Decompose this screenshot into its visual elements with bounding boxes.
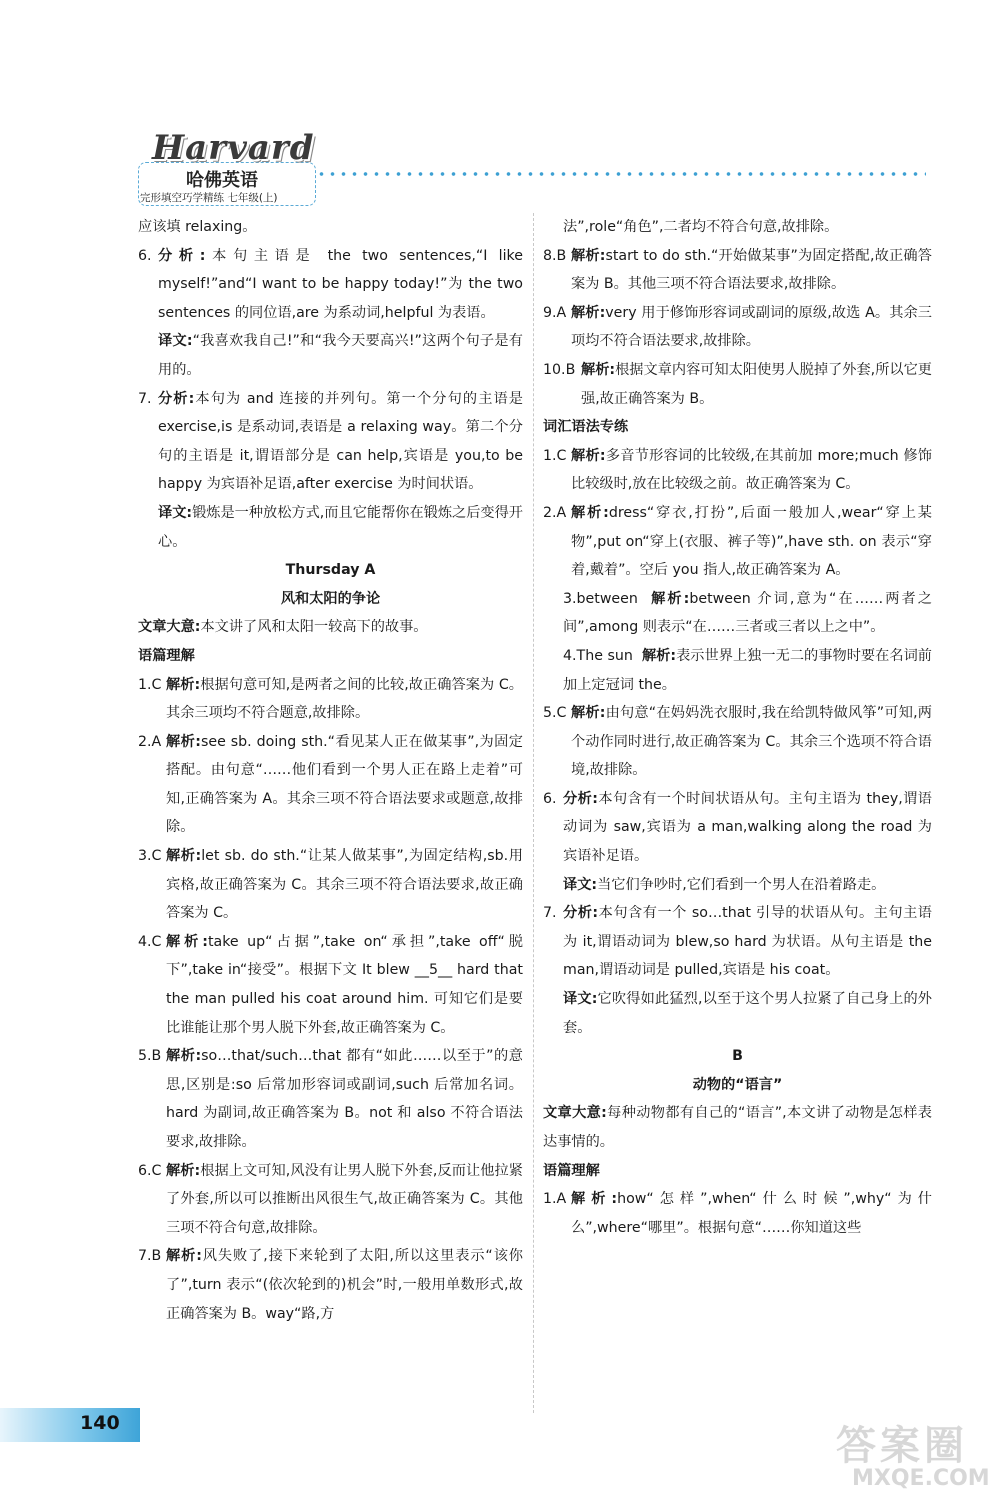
- explanation-text: how“怎样”,when“什么时候”,why“为什么”,where“哪里”。根据句意“……你知道这些: [571, 1191, 932, 1236]
- answer-key: 2.A: [138, 733, 162, 750]
- answer-item: [543, 585, 932, 642]
- left-column: [138, 213, 523, 1328]
- answer-item: [543, 442, 932, 499]
- explanation-text: 根据文章内容可知太阳使男人脱掉了外套,所以它更强,故正确答案为 B。: [581, 361, 932, 407]
- answer-item: [543, 1185, 932, 1242]
- answer-key: 6.C: [138, 1162, 162, 1179]
- answer-item: [543, 699, 932, 785]
- book-subtitle: 完形填空巧学精练 七年级(上): [140, 192, 278, 204]
- translation-label: 译文:: [158, 333, 193, 350]
- answer-key: 10.B: [543, 361, 576, 378]
- text-line: 应该填 relaxing。: [138, 219, 257, 235]
- analysis-label: 分析:: [563, 905, 599, 922]
- analysis-item-7: [138, 385, 523, 557]
- answer-item: [543, 642, 932, 699]
- page-number: 140: [80, 1412, 120, 1434]
- answer-item: [543, 299, 932, 356]
- explanation-label: 解析:: [571, 447, 606, 464]
- explanation-label: 解析:: [166, 848, 202, 865]
- analysis-text: 本句含有一个 so…that 引导的状语从句。主句主语为 it,谓语动词为 blew,so hard 为状语。从句主语是 the man,谓语动词是 pulled,宾语是 his coat。: [563, 905, 932, 979]
- explanation-text: start to do sth.“开始做某事”为固定搭配,故正确答案为 B。其他三项不符合语法要求,故排除。: [571, 247, 932, 293]
- translation-text: 它吹得如此猛烈,以至于这个男人拉紧了自己身上的外套。: [563, 991, 932, 1036]
- explanation-label: 解析:: [581, 361, 616, 378]
- explanation-label: 解析:: [166, 933, 208, 950]
- item-number: 6.: [543, 790, 557, 807]
- subsection-heading: 语篇理解: [138, 647, 195, 664]
- explanation-label: 解析:: [571, 1191, 618, 1208]
- text-line: 法”,role“角色”,二者均不符合句意,故排除。: [563, 219, 839, 235]
- answer-item: [138, 1157, 523, 1243]
- gist-label: 文章大意:: [138, 619, 201, 636]
- gist-label: 文章大意:: [543, 1105, 607, 1122]
- answer-key: 5.B: [138, 1048, 162, 1065]
- gist-text: 每种动物都有自己的“语言”,本文讲了动物是怎样表达事情的。: [543, 1105, 932, 1150]
- subsection-heading: 词汇语法专练: [543, 419, 629, 436]
- translation-label: 译文:: [563, 991, 598, 1008]
- answer-key: 8.B: [543, 247, 567, 264]
- story-title: 动物的“语言”: [692, 1076, 783, 1093]
- explanation-text: 表示世界上独一无二的事物时要在名词前加上定冠词 the。: [563, 647, 932, 693]
- brand-logo-chinese: 哈佛英语: [186, 170, 258, 191]
- translation-label: 译文:: [158, 504, 193, 521]
- answer-key: 1.A: [543, 1191, 567, 1208]
- column-divider: [533, 213, 534, 1413]
- section-title: B: [732, 1048, 743, 1065]
- answer-key: 1.C: [543, 447, 567, 464]
- answer-key: 7.B: [138, 1248, 162, 1265]
- watermark-logo: 答案圈: [836, 1423, 968, 1469]
- explanation-text: between 介词,意为“在……两者之间”,among 则表示“在……三者或三者以上之中”。: [563, 590, 932, 636]
- brand-logo-english: Harvard: [152, 128, 315, 168]
- explanation-text: 根据上文可知,风没有让男人脱下外套,反而让他拉紧了外套,所以可以推断出风很生气,故正确答案为 C。其他三项不符合句意,故排除。: [166, 1162, 523, 1236]
- explanation-text: 多音节形容词的比较级,在其前加 more;much 修饰比较级时,放在比较级之前。故正确答案为 C。: [571, 447, 932, 493]
- analysis-label: 分析:: [158, 247, 206, 264]
- explanation-label: 解析:: [571, 304, 606, 321]
- explanation-text: so…that/such…that 都有“如此……以至于”的意思,区别是:so 后常加形容词或副词,such 后常加名词。hard 为副词,故正确答案为 B。not 和 also 不符合语法要求,故排除。: [166, 1048, 523, 1150]
- item-number: 7.: [138, 390, 152, 407]
- section-title: Thursday A: [285, 562, 376, 579]
- explanation-label: 解析:: [651, 590, 690, 607]
- gist-text: 本文讲了风和太阳一较高下的故事。: [200, 619, 428, 636]
- answer-item: [543, 499, 932, 585]
- explanation-label: 解析:: [641, 647, 677, 664]
- analysis-item-6: [138, 242, 523, 385]
- explanation-label: 解析:: [571, 504, 609, 521]
- answer-item: [138, 728, 523, 842]
- translation-text: “我喜欢我自己!”和“我今天要高兴!”这两个句子是有用的。: [158, 333, 523, 378]
- answer-item: [138, 928, 523, 1042]
- explanation-label: 解析:: [166, 1248, 202, 1265]
- item-number: 7.: [543, 905, 557, 922]
- explanation-text: very 用于修饰形容词或副词的原级,故选 A。其余三项均不符合语法要求,故排除。: [571, 304, 932, 350]
- answer-key: 3.C: [138, 848, 162, 865]
- explanation-text: see sb. doing sth.“看见某人正在做某事”,为固定搭配。由句意“……他们看到一个男人正在路上走着”可知,正确答案为 A。其余三项不符合语法要求或题意,故排除。: [166, 733, 523, 836]
- answer-item: [138, 1042, 523, 1156]
- answer-key: 4.C: [138, 933, 162, 950]
- explanation-label: 解析:: [166, 1162, 201, 1179]
- analysis-text: 本句主语是 the two sentences,“I like myself!”and“I want to be happy today!”为 the two sentences 的同位语,are 为系动词,helpful 为表语。: [158, 247, 523, 321]
- right-column: [543, 213, 932, 1242]
- explanation-label: 解析:: [571, 247, 606, 264]
- answer-key: 2.A: [543, 504, 567, 521]
- translation-text: 当它们争吵时,它们看到一个男人在沿着路走。: [597, 876, 886, 893]
- explanation-text: let sb. do sth.“让某人做某事”,为固定结构,sb.用宾格,故正确答案为 C。其余三项不符合语法要求,故正确答案为 C。: [166, 848, 523, 922]
- answer-item: [543, 356, 932, 413]
- explanation-label: 解析:: [166, 1048, 202, 1065]
- subsection-heading: 语篇理解: [543, 1162, 600, 1179]
- answer-key: 9.A: [543, 304, 567, 321]
- analysis-text: 本句为 and 连接的并列句。第一个分句的主语是 exercise,is 是系动词,表语是 a relaxing way。第二个分句的主语是 it,谓语部分是 can help,宾语是 you,to be happy 为宾语补足语,after exercise 为时间状语。: [158, 390, 523, 493]
- answer-key: 1.C: [138, 676, 162, 693]
- translation-label: 译文:: [563, 876, 598, 893]
- translation-text: 锻炼是一种放松方式,而且它能帮你在锻炼之后变得开心。: [158, 504, 523, 550]
- answer-key: 3.between: [563, 590, 638, 607]
- answer-key: 4.The sun: [563, 647, 633, 664]
- explanation-text: 根据句意可知,是两者之间的比较,故正确答案为 C。其余三项均不符合题意,故排除。: [166, 676, 523, 722]
- answer-key: 5.C: [543, 705, 567, 722]
- watermark-url: MXQE.COM: [852, 1466, 990, 1491]
- explanation-label: 解析:: [166, 676, 201, 693]
- explanation-text: take up“占据”,take on“承担”,take off“脱下”,take in“接受”。根据下文 It blew __5__ hard that the man pulled his coat around him. 可知它们是要比谁能让那个男人脱下外套,故正确答案为 C。: [166, 933, 523, 1036]
- analysis-item-6: [543, 785, 932, 899]
- explanation-label: 解析:: [571, 705, 606, 722]
- answer-item: [138, 1242, 523, 1328]
- analysis-label: 分析:: [563, 790, 598, 807]
- answer-item: [138, 671, 523, 728]
- analysis-label: 分析:: [158, 390, 195, 407]
- explanation-text: 由句意“在妈妈洗衣服时,我在给凯特做风筝”可知,两个动作同时进行,故正确答案为 C。其余三个选项不符合语境,故排除。: [571, 705, 932, 779]
- answer-item: [138, 842, 523, 928]
- header-dotted-rule: [316, 170, 926, 178]
- explanation-text: 风失败了,接下来轮到了太阳,所以这里表示“该你了”,turn 表示“(依次轮到的)机会”时,一般用单数形式,故正确答案为 B。way“路,方: [166, 1248, 523, 1322]
- explanation-label: 解析:: [166, 733, 201, 750]
- answer-item: [543, 242, 932, 299]
- analysis-text: 本句含有一个时间状语从句。主句主语为 they,谓语动词为 saw,宾语为 a man,walking along the road 为宾语补足语。: [563, 790, 932, 865]
- story-title: 风和太阳的争论: [280, 590, 381, 607]
- book-header: [130, 128, 320, 210]
- item-number: 6.: [138, 247, 152, 264]
- explanation-text: dress“穿衣,打扮”,后面一般加人,wear“穿上某物”,put on“穿上(衣服、裤子等)”,have sth. on 表示“穿着,戴着”。空后 you 指人,故正确答案为 A。: [571, 504, 932, 579]
- analysis-item-7: [543, 899, 932, 1042]
